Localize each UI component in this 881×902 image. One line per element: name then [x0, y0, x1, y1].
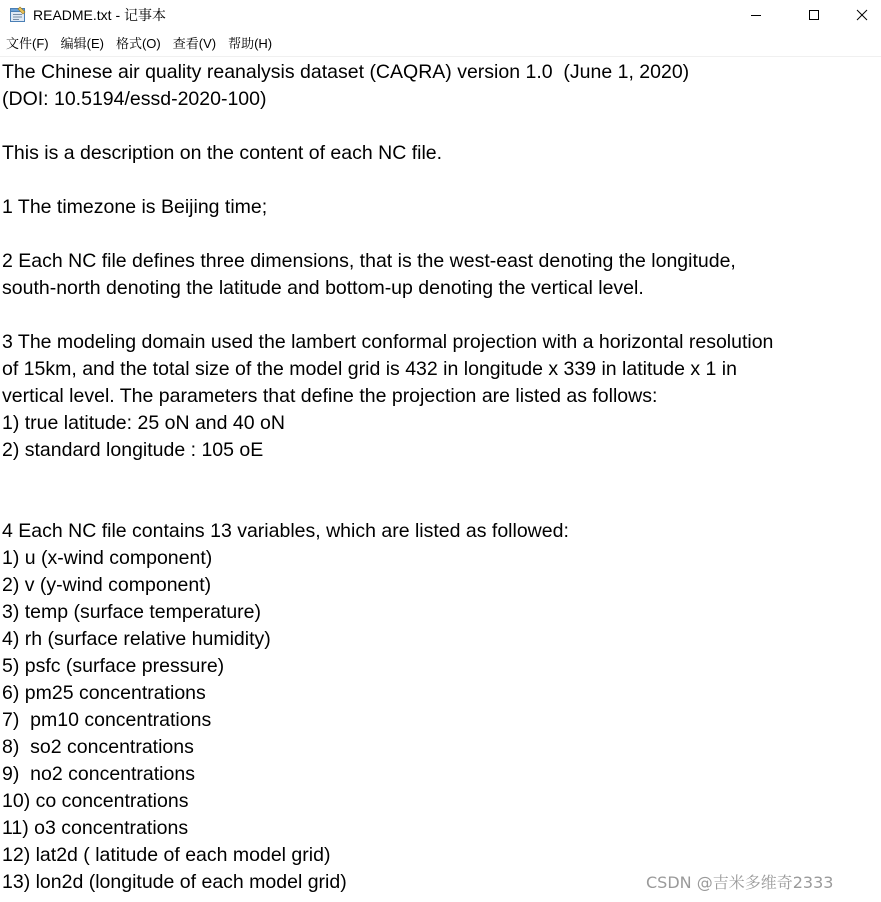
text-line — [2, 464, 773, 491]
text-line: 1) u (x-wind component) — [2, 547, 213, 569]
csdn-watermark: CSDN @吉米多维奇2333 — [646, 873, 834, 892]
text-line: 10) co concentrations — [2, 790, 189, 812]
text-line: 5) psfc (surface pressure) — [2, 655, 225, 677]
text-line: 12) lat2d ( latitude of each model grid) — [2, 844, 331, 866]
text-line: 4) rh (surface relative humidity) — [2, 628, 271, 650]
title-bar[interactable] — [0, 0, 881, 30]
text-line: south-north denoting the latitude and bottom-up denoting the vertical level. — [2, 277, 644, 299]
text-line: 8) so2 concentrations — [2, 736, 194, 758]
text-line: vertical level. The parameters that define the projection are listed as follows: — [2, 385, 658, 407]
window-title: README.txt - 记事本 — [33, 7, 167, 23]
text-line: 4 Each NC file contains 13 variables, which are listed as followed: — [2, 520, 569, 542]
text-line: 3 The modeling domain used the lambert conformal projection with a horizontal resolution — [2, 331, 774, 353]
text-line: 2) v (y-wind component) — [2, 574, 212, 596]
close-button[interactable] — [843, 0, 881, 30]
text-line — [2, 167, 773, 194]
text-line — [2, 491, 773, 518]
notepad-icon — [9, 6, 27, 23]
menu-edit[interactable]: 编辑(E) — [60, 36, 104, 51]
minimize-icon — [750, 9, 762, 21]
text-line — [2, 302, 773, 329]
minimize-button[interactable] — [727, 0, 785, 30]
text-line: 1) true latitude: 25 oN and 40 oN — [2, 412, 285, 434]
menu-file[interactable]: 文件(F) — [6, 36, 49, 51]
menu-help[interactable]: 帮助(H) — [228, 36, 273, 51]
text-line: 13) lon2d (longitude of each model grid) — [2, 871, 347, 893]
text-line: The Chinese air quality reanalysis dataset (CAQRA) version 1.0 (June 1, 2020) — [2, 61, 690, 83]
text-line: This is a description on the content of each NC file. — [2, 142, 443, 164]
maximize-button[interactable] — [785, 0, 843, 30]
text-line: 2) standard longitude : 105 oE — [2, 439, 264, 461]
menu-format[interactable]: 格式(O) — [115, 36, 161, 51]
text-line: 6) pm25 concentrations — [2, 682, 206, 704]
text-line — [2, 113, 773, 140]
text-line: 7) pm10 concentrations — [2, 709, 212, 731]
maximize-icon — [808, 9, 820, 21]
text-line — [2, 221, 773, 248]
text-line: 9) no2 concentrations — [2, 763, 195, 785]
text-line: 1 The timezone is Beijing time; — [2, 196, 268, 218]
text-editor-area[interactable] — [0, 57, 881, 902]
text-line: 11) o3 concentrations — [2, 817, 189, 839]
text-line: of 15km, and the total size of the model grid is 432 in longitude x 339 in latitude x 1 in — [2, 358, 737, 380]
text-line: (DOI: 10.5194/essd-2020-100) — [2, 88, 267, 110]
menu-bar — [0, 32, 881, 57]
close-icon — [856, 9, 868, 21]
text-line: 3) temp (surface temperature) — [2, 601, 262, 623]
menu-view[interactable]: 查看(V) — [172, 36, 217, 51]
text-line: 2 Each NC file defines three dimensions, that is the west-east denoting the longitude, — [2, 250, 736, 272]
document-text — [2, 59, 773, 896]
